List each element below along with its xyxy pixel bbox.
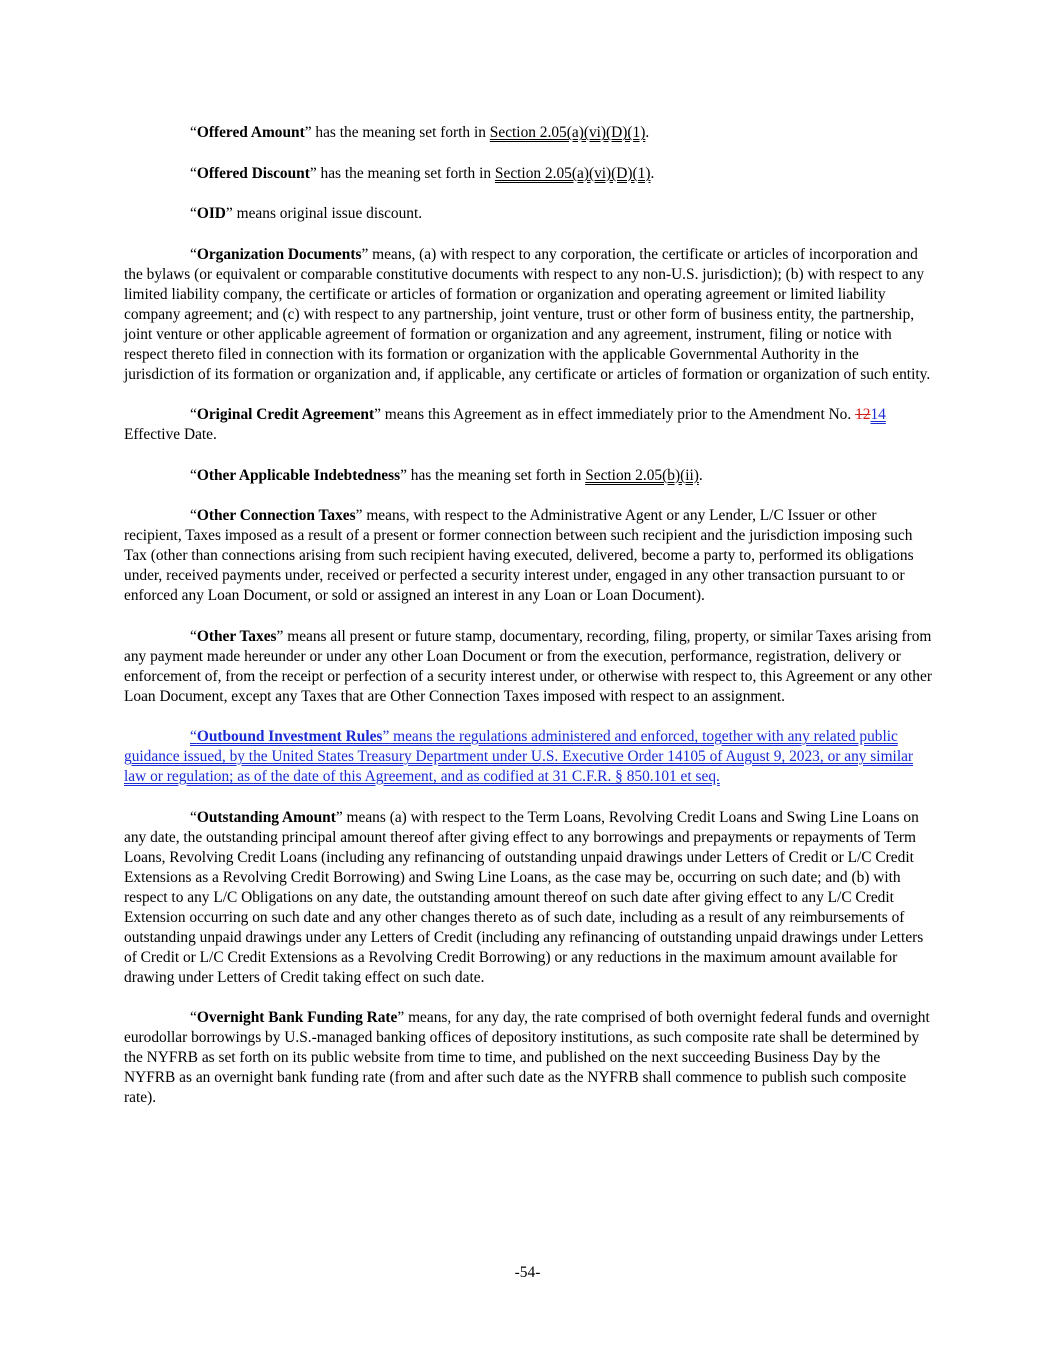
inserted-text: 14 bbox=[870, 406, 886, 423]
close-quote: ” bbox=[397, 1009, 405, 1026]
open-quote: “ bbox=[190, 466, 197, 484]
definition-offered-amount bbox=[124, 123, 932, 143]
definition-other-connection-taxes bbox=[124, 506, 932, 606]
definition-text: has the meaning set forth in bbox=[406, 466, 586, 484]
section-reference-link[interactable]: Section 2.05(a)(vi)(D)(1) bbox=[489, 124, 646, 141]
page-number: -54- bbox=[514, 1264, 541, 1281]
definition-text: means the regulations administered and enforced, together with any related public guidance issued, by the United States Treasury Department under U.S. Executive Order 14105 of August 9, 2023, or any similar law or regulation; as of the date of this Agreement, and as codified at 31 C.F.R. § 850.101 et seq. bbox=[124, 728, 914, 785]
section-reference-link[interactable]: Section 2.05(b)(ii) bbox=[585, 466, 699, 484]
definition-text-end: . bbox=[645, 124, 650, 141]
open-quote: “ bbox=[190, 728, 197, 745]
definition-text: means all present or future stamp, documentary, recording, filing, property, or similar Taxes arising from any payment made hereunder or under any other Loan Document or from the execution, performance, registration, delivery or enforcement of, from the receipt or perfection of a security interest under, or otherwise with respect to, this Agreement or any other Loan Document, except any Taxes that are Other Connection Taxes imposed with respect to an assignment. bbox=[124, 627, 932, 705]
close-quote: ” bbox=[382, 728, 390, 745]
definition-outbound-investment-rules bbox=[124, 727, 932, 787]
open-quote: “ bbox=[190, 808, 197, 826]
definition-text: means original issue discount. bbox=[232, 205, 423, 222]
defined-term: Organization Documents bbox=[196, 245, 362, 263]
defined-term: Original Credit Agreement bbox=[196, 406, 375, 423]
close-quote: ” bbox=[355, 507, 363, 524]
definition-outstanding-amount bbox=[124, 808, 932, 988]
defined-term: Offered Discount bbox=[196, 164, 310, 182]
definition-other-taxes bbox=[124, 627, 932, 707]
close-quote: ” bbox=[400, 466, 407, 484]
definition-text: means (a) with respect to the Term Loans, Revolving Credit Loans and Swing Line Loans on any date, the outstanding principal amount thereof after giving effect to any borrowings and prepayments or repayments of Term Loans, Revolving Credit Loans (including any refinancing of outstanding unpaid drawings under Letters of Credit or L/C Credit Extensions as a Revolving Credit Borrowing) and Swing Line Loans, as the case may be, occurring on such date; and (b) with respect to any L/C Obligations on any date, the outstanding amount thereof on such date after giving effect to any L/C Credit Extension occurring on such date and any other changes thereto as of such date, including as a result of any reimbursements of outstanding unpaid drawings under any Letters of Credit (including any refinancing of outstanding unpaid drawings under Letters of Credit or L/C Credit Extensions as a Revolving Credit Borrowing) or any reductions in the maximum amount available for drawing under Letters of Credit taking effect on such date. bbox=[124, 808, 924, 986]
open-quote: “ bbox=[190, 406, 197, 423]
definition-organization-documents bbox=[124, 245, 932, 385]
defined-term: Other Applicable Indebtedness bbox=[196, 466, 401, 484]
defined-term: Offered Amount bbox=[196, 124, 305, 141]
definition-text: means, for any day, the rate comprised of both overnight federal funds and overnight eurodollar borrowings by U.S.-managed banking offices of depository institutions, as such composite rate shall be determined by the NYFRB as set forth on its public website from time to time, and published on the next succeeding Business Day by the NYFRB as an overnight bank funding rate (from and after such date as the NYFRB shall commence to publish such composite rate). bbox=[124, 1009, 930, 1106]
open-quote: “ bbox=[190, 245, 197, 263]
defined-term: Other Connection Taxes bbox=[196, 507, 356, 524]
definition-text: means this Agreement as in effect immediately prior to the Amendment No. bbox=[380, 406, 856, 423]
definition-text-end: . bbox=[650, 164, 655, 182]
definition-text-end: . bbox=[698, 466, 703, 484]
close-quote: ” bbox=[361, 245, 369, 263]
section-reference-link[interactable]: Section 2.05(a)(vi)(D)(1) bbox=[494, 164, 651, 182]
open-quote: “ bbox=[190, 205, 197, 222]
deleted-text: 12 bbox=[855, 406, 871, 423]
definition-text: means, (a) with respect to any corporation, the certificate or articles of incorporation and the bylaws (or equivalent or comparable constitutive documents with respect to any non-U.S. jurisdiction); (b) with respect to any limited liability company, the certificate or articles of formation or organization and operating agreement or limited liability company agreement; and (c) with respect to any partnership, joint venture, trust or other form of business entity, the partnership, joint venture or other applicable agreement of formation or organization and any agreement, instrument, filing or notice with respect thereto filed in connection with its formation or organization with the applicable Governmental Authority in the jurisdiction of its formation or organization and, if applicable, any certificate or articles of formation or organization of such entity. bbox=[124, 245, 931, 383]
open-quote: “ bbox=[190, 627, 197, 645]
open-quote: “ bbox=[190, 507, 197, 524]
defined-term: Outbound Investment Rules bbox=[196, 728, 383, 745]
document-page bbox=[124, 123, 932, 1129]
defined-term: Outstanding Amount bbox=[196, 808, 336, 826]
defined-term: OID bbox=[196, 205, 226, 222]
definition-original-credit-agreement bbox=[124, 405, 932, 445]
open-quote: “ bbox=[190, 124, 197, 141]
close-quote: ” bbox=[276, 627, 284, 645]
close-quote: ” bbox=[374, 406, 381, 423]
definition-oid bbox=[124, 204, 932, 224]
definition-text: has the meaning set forth in bbox=[316, 164, 495, 182]
definition-other-applicable-indebtedness bbox=[124, 466, 932, 486]
defined-term: Overnight Bank Funding Rate bbox=[196, 1009, 398, 1026]
defined-term: Other Taxes bbox=[196, 627, 277, 645]
definition-text-end: Effective Date. bbox=[124, 426, 217, 443]
definition-offered-discount bbox=[124, 164, 932, 184]
definition-overnight-bank-funding-rate bbox=[124, 1008, 932, 1108]
close-quote: ” bbox=[335, 808, 343, 826]
definition-text: means, with respect to the Administrative Agent or any Lender, L/C Issuer or other recipient, Taxes imposed as a result of a present or former connection between such recipient and the jurisdiction imposing such Tax (other than connections arising from such recipient having executed, delivered, become a party to, performed its obligations under, received payments under, received or perfected a security interest under, engaged in any other transaction pursuant to or enforced any Loan Document, or sold or assigned an interest in any Loan or Loan Document). bbox=[124, 507, 914, 604]
definition-text: has the meaning set forth in bbox=[311, 124, 490, 141]
open-quote: “ bbox=[190, 1009, 197, 1026]
close-quote: ” bbox=[309, 164, 317, 182]
open-quote: “ bbox=[190, 164, 197, 182]
close-quote: ” bbox=[304, 124, 312, 141]
close-quote: ” bbox=[225, 205, 233, 222]
